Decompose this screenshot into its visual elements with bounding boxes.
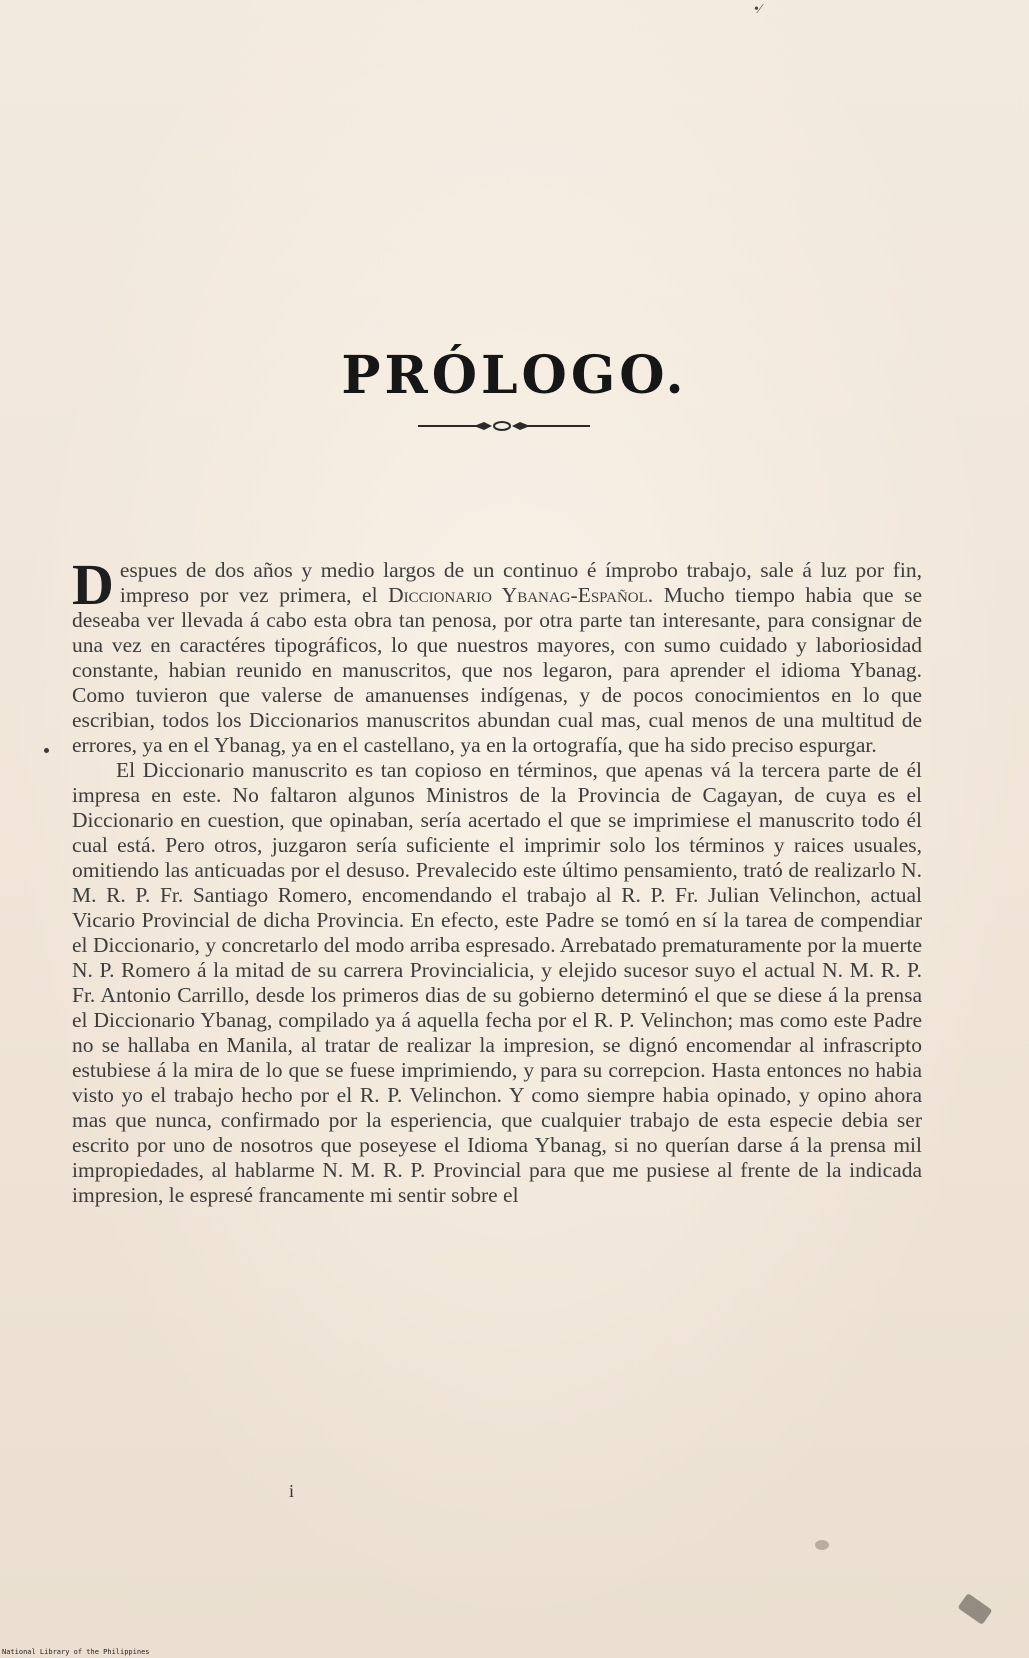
title-ornament-rule [418,420,590,432]
prologue-body [72,552,922,1208]
ink-smudge [815,1540,829,1550]
drop-cap: D [72,552,114,617]
library-credit: National Library of the Philippines [2,1648,150,1656]
corner-stain [958,1593,993,1625]
paragraph-1 [72,552,922,758]
page-signature-mark: i [289,1481,295,1501]
top-ink-mark: •⁄ [754,2,762,17]
page-title: PRÓLOGO. [341,345,688,406]
dictionary-title: Diccionario Ybanag-Español [388,583,648,607]
margin-dot [44,748,49,753]
paragraph-1-text-a: espues de dos años y medio largos de un continuo é ímprobo trabajo, sale á luz por fin, impreso por vez primera, el [119,558,922,607]
paragraph-2: El Diccionario manuscrito es tan copioso en términos, que apenas vá la tercera parte de él impresa en este. No faltaron algunos Ministros de la Provincia de Cagayan, de cuya es el Diccionario en cuestion, que opinaban, sería acertado el que se imprimiese el manuscrito todo él cual está. Pero otros, juzgaron sería suficiente el imprimir solo los términos y raices usuales, omitiendo las anticuadas por el desuso. Prevalecido este último pensamiento, trató de realizarlo N. M. R. P. Fr. Santiago Romero, encomendando el trabajo al R. P. Fr. Julian Velinchon, actual Vicario Provincial de dicha Provincia. En efecto, este Padre se tomó en sí la tarea de compendiar el Diccionario, y concretarlo del modo arriba espresado. Arrebatado prematuramente por la muerte N. P. Romero á la mitad de su carrera Provincialicia, y elejido sucesor suyo el actual N. M. R. P. Fr. Antonio Carrillo, desde los primeros dias de su gobierno determinó el que se diese á la prensa el Diccionario Ybanag, compilado ya á aquella fecha por el R. P. Velinchon; mas como este Padre no se hallaba en Manila, al tratar de realizar la impresion, se dignó encomendar al infrascripto estubiese á la mira de lo que se fuese imprimiendo, y para su correpcion. Hasta entonces no habia visto yo el trabajo hecho por el R. P. Velinchon. Y como siempre habia opinado, y opino ahora mas que nunca, confirmado por la esperiencia, que cualquier trabajo de esta especie debia ser escrito por uno de nosotros que poseyese el Idioma Ybanag, si no querían darse á la prensa mil impropiedades, al hablarme N. M. R. P. Provincial para que me pusiese al frente de la indicada impresion, le espresé francamente mi sentir sobre el [72,758,922,1207]
paragraph-1-text-b: . Mucho tiempo habia que se deseaba ver llevada á cabo esta obra tan penosa, por otra parte tan interesante, para consignar de una vez en caractéres tipográficos, lo que nuestros mayores, con sumo cuidado y laboriosidad constante, habian reunido en manuscritos, que nos legaron, para aprender el idioma Ybanag. Como tuvieron que valerse de amanuenses indígenas, y de pocos conocimientos en lo que escribian, todos los Diccionarios manuscritos abundan cual mas, cual menos de una multitud de errores, ya en el Ybanag, ya en el castellano, ya en la ortografía, que ha sido preciso espurgar. [72,583,922,757]
